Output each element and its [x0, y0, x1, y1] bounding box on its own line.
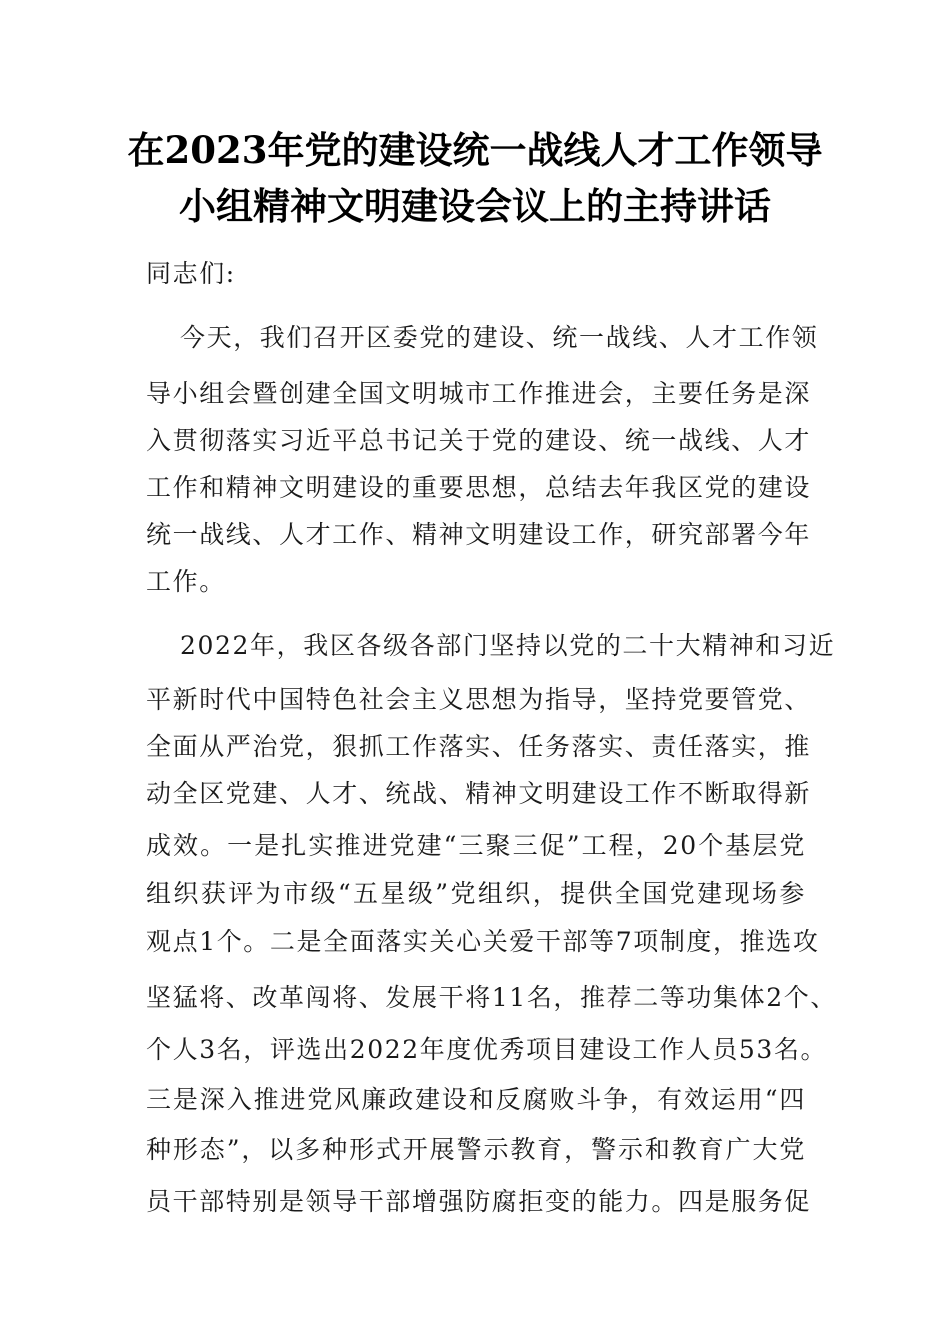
- paragraph-2-line: 组织获评为市级“五星级”党组织，提供全国党建现场参: [146, 879, 806, 908]
- paragraph-2-line: 员干部特别是领导干部增强防腐拒变的能力。四是服务促: [146, 1187, 812, 1216]
- paragraph-2-line: 三是深入推进党风廉政建设和反腐败斗争，有效运用“四: [146, 1085, 806, 1114]
- paragraph-2-line: 全面从严治党，狠抓工作落实、任务落实、责任落实，推: [146, 732, 812, 761]
- paragraph-2-line: 坚猛将、改革闯将、发展干将11名，推荐二等功集体2个、: [146, 983, 837, 1012]
- paragraph-2-line: 动全区党建、人才、统战、精神文明建设工作不断取得新: [146, 779, 812, 808]
- paragraph-1-line: 统一战线、人才工作、精神文明建设工作，研究部署今年: [146, 520, 812, 549]
- paragraph-2-line: 种形态”，以多种形式开展警示教育，警示和教育广大党: [146, 1135, 806, 1164]
- paragraph-1-line: 工作和精神文明建设的重要思想，总结去年我区党的建设: [146, 473, 812, 502]
- paragraph-2-line: 2022年，我区各级各部门坚持以党的二十大精神和习近: [180, 631, 836, 660]
- document-title-line-1: 在2023年党的建设统一战线人才工作领导: [127, 128, 823, 172]
- paragraph-1-line: 今天，我们召开区委党的建设、统一战线、人才工作领: [180, 323, 819, 352]
- paragraph-2-line: 成效。一是扎实推进党建“三聚三促”工程，20个基层党: [146, 831, 806, 860]
- paragraph-2-line: 个人3名，评选出2022年度优秀项目建设工作人员53名。: [146, 1035, 828, 1064]
- paragraph-1-line: 工作。: [146, 567, 226, 596]
- paragraph-1-line: 导小组会暨创建全国文明城市工作推进会，主要任务是深: [146, 379, 812, 408]
- paragraph-2-line: 平新时代中国特色社会主义思想为指导，坚持党要管党、: [146, 685, 812, 714]
- document-title-line-2: 小组精神文明建设会议上的主持讲话: [179, 184, 771, 228]
- paragraph-2-line: 观点1个。二是全面落实关心关爱干部等7项制度，推选攻: [146, 927, 820, 956]
- salutation: 同志们:: [146, 259, 236, 288]
- paragraph-1-line: 入贯彻落实习近平总书记关于党的建设、统一战线、人才: [146, 426, 812, 455]
